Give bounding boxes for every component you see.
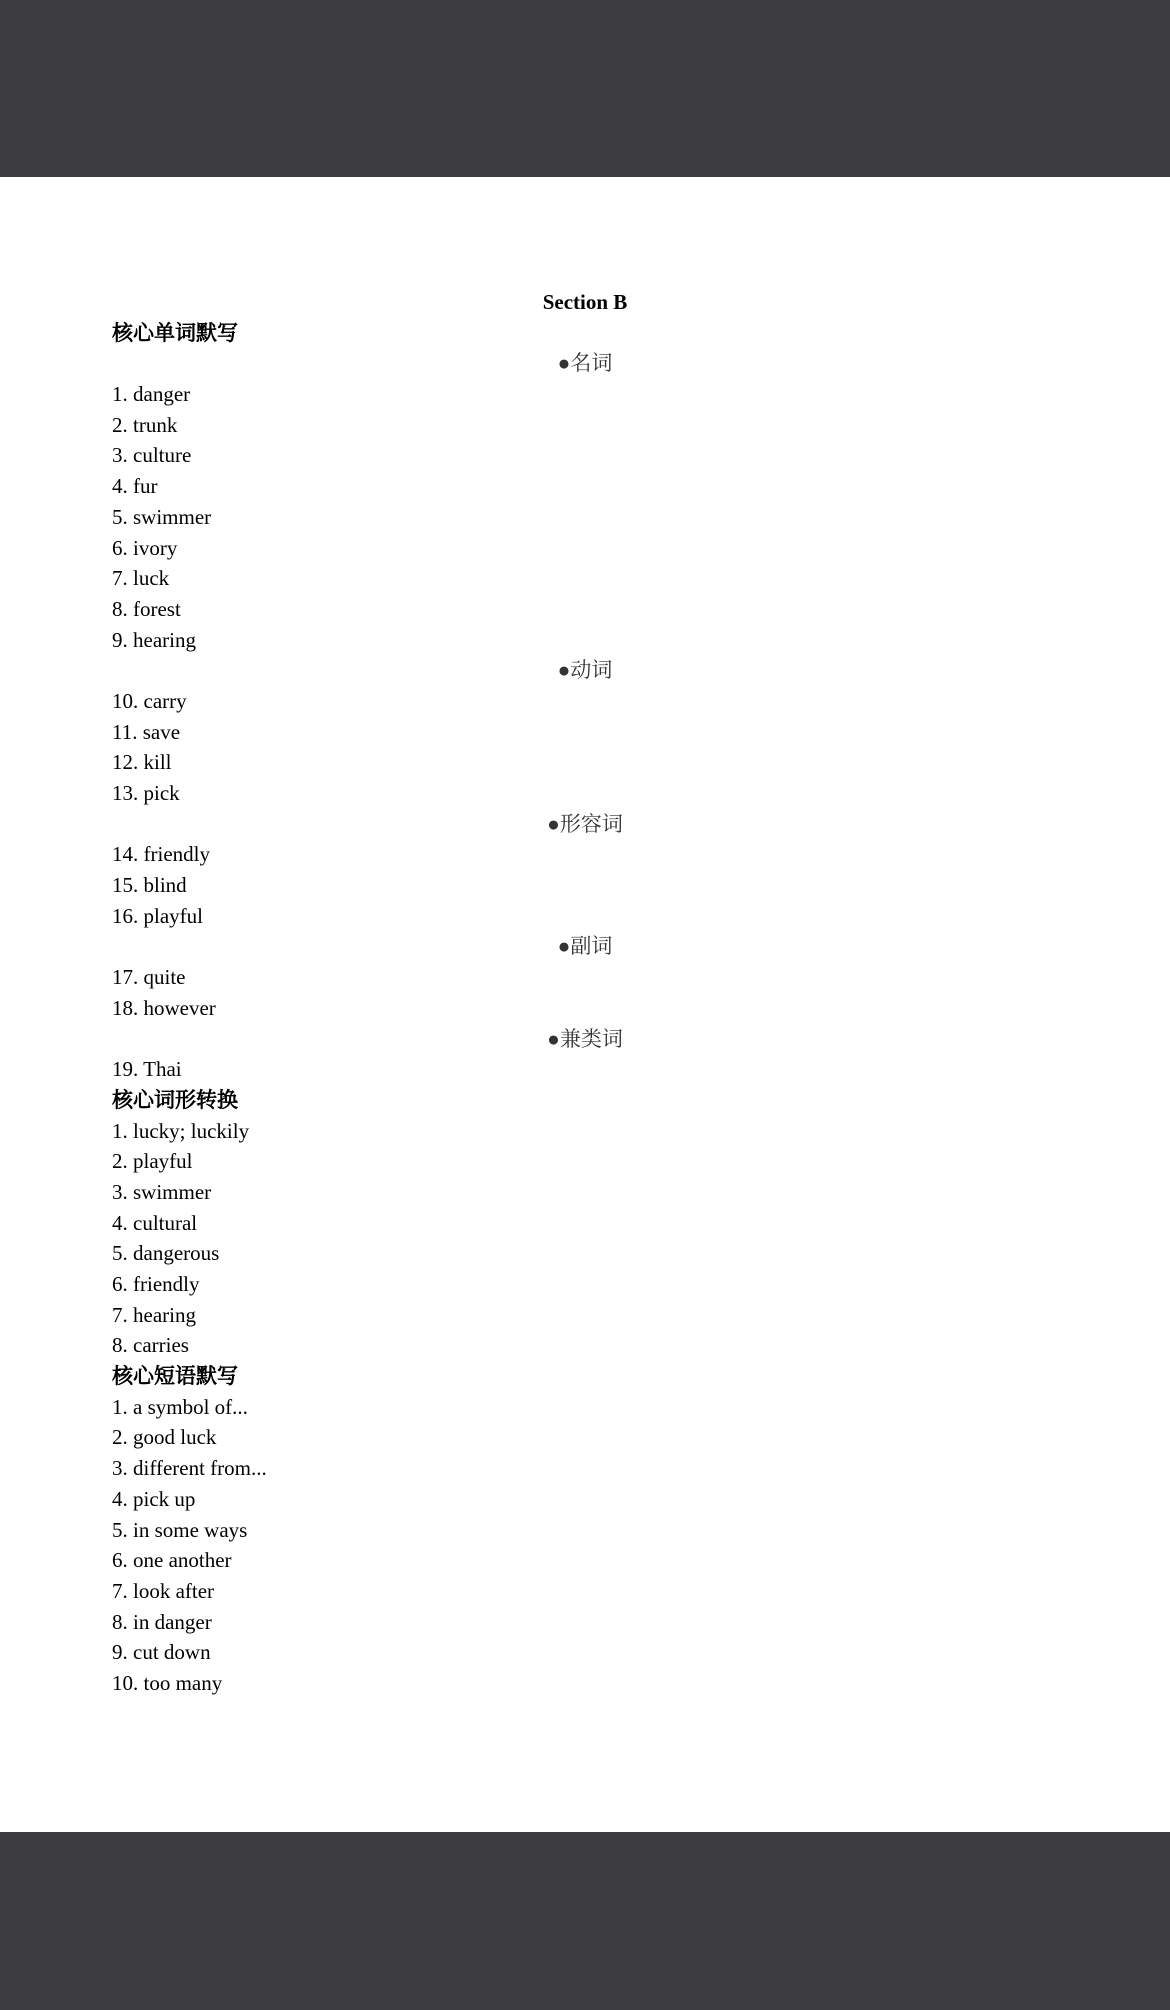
list-item: 6. ivory: [112, 535, 178, 560]
list-item: 2. good luck: [112, 1425, 217, 1450]
list-item: 8. carries: [112, 1333, 189, 1358]
category-multi-class: ●兼类词: [547, 1026, 623, 1051]
list-item: 15. blind: [112, 873, 187, 898]
list-item: 5. swimmer: [112, 504, 212, 529]
list-item: 1. danger: [112, 382, 191, 407]
viewer-bottom-bar: [0, 1832, 1170, 2010]
list-item: 13. pick: [112, 781, 180, 805]
category-adjectives: ●形容词: [547, 811, 623, 836]
list-item: 11. save: [112, 719, 181, 744]
list-item: 7. luck: [112, 566, 170, 591]
viewer-top-bar: [0, 0, 1170, 177]
list-item: 19. Thai: [112, 1057, 182, 1082]
category-verbs: ●动词: [557, 658, 613, 683]
list-item: 8. forest: [112, 596, 181, 621]
list-item: 10. too many: [112, 1670, 223, 1695]
list-item: 6. one another: [112, 1548, 232, 1573]
heading-core-words: 核心单词默写: [112, 320, 238, 345]
list-item: 3. culture: [112, 443, 192, 468]
document-page: [0, 177, 1170, 1832]
heading-core-phrases: 核心短语默写: [112, 1364, 238, 1389]
category-adverbs: ●副词: [557, 934, 613, 959]
list-item: 12. kill: [112, 750, 172, 775]
list-item: 6. friendly: [112, 1272, 200, 1296]
list-item: 8. in danger: [112, 1609, 212, 1634]
list-item: 9. hearing: [112, 627, 196, 652]
list-item: 1. a symbol of...: [112, 1394, 248, 1419]
list-item: 1. lucky; luckily: [112, 1118, 250, 1143]
list-item: 4. fur: [112, 474, 158, 499]
heading-word-forms: 核心词形转换: [112, 1087, 238, 1112]
list-item: 9. cut down: [112, 1640, 211, 1665]
list-item: 17. quite: [112, 965, 186, 990]
list-item: 4. cultural: [112, 1210, 198, 1235]
list-item: 7. look after: [112, 1578, 215, 1603]
section-title: Section B: [542, 290, 628, 314]
list-item: 5. dangerous: [112, 1241, 220, 1266]
category-nouns: ●名词: [557, 351, 613, 376]
list-item: 14. friendly: [112, 842, 210, 867]
list-item: 2. playful: [112, 1149, 193, 1174]
list-item: 3. different from...: [112, 1456, 267, 1481]
list-item: 4. pick up: [112, 1486, 196, 1511]
list-item: 3. swimmer: [112, 1179, 212, 1204]
list-item: 18. however: [112, 995, 216, 1020]
page-content: [112, 287, 1058, 1699]
list-item: 2. trunk: [112, 412, 178, 437]
list-item: 10. carry: [112, 688, 187, 713]
list-item: 7. hearing: [112, 1302, 196, 1327]
list-item: 5. in some ways: [112, 1517, 248, 1542]
list-item: 16. playful: [112, 903, 203, 928]
